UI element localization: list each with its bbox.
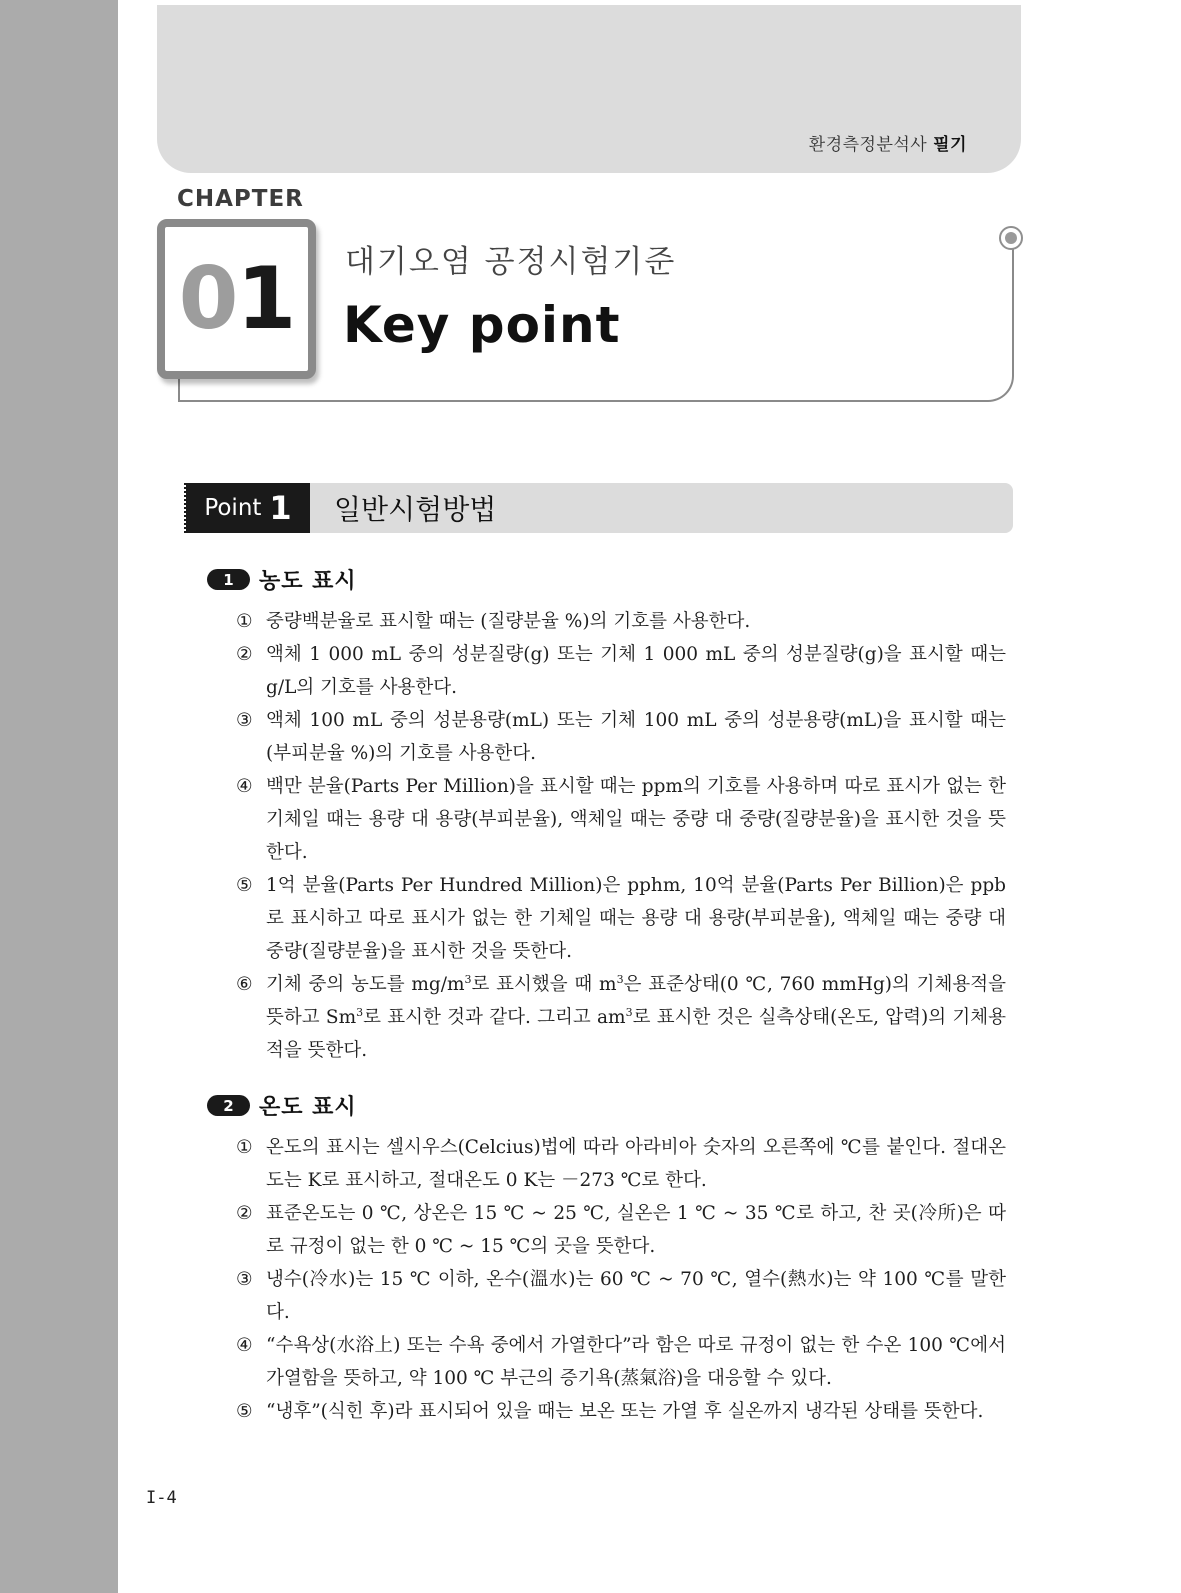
point-badge: [186, 483, 310, 533]
item-marker: ⑥: [236, 974, 253, 995]
item-text: “수욕상(水浴上) 또는 수욕 중에서 가열한다”라 함은 따로 규정이 없는 한 수온 100 ℃에서 가열함을 뜻하고, 약 100 ℃ 부근의 증기욕(蒸氣浴)을 대응할 수 있다.: [266, 1335, 1006, 1389]
list-item: [236, 869, 1006, 968]
item-text: 액체 1 000 mL 중의 성분질량(g) 또는 기체 1 000 mL 중의 성분질량(g)을 표시할 때는 g/L의 기호를 사용한다.: [266, 644, 1006, 698]
item-text: 표준온도는 0 ℃, 상온은 15 ℃ ~ 25 ℃, 실온은 1 ℃ ~ 35 ℃로 하고, 찬 곳(冷所)은 따로 규정이 없는 한 0 ℃ ~ 15 ℃의 곳을 뜻한다.: [266, 1203, 1006, 1257]
item-marker: ④: [236, 1335, 253, 1356]
section-number-badge: 2: [207, 1095, 250, 1116]
list-item: [236, 704, 1006, 770]
book-title-text: 환경측정분석사: [808, 135, 928, 155]
superscript: 3: [356, 1005, 364, 1019]
item-marker: ①: [236, 1137, 253, 1158]
section-heading: [207, 1090, 357, 1121]
item-text-part: 은 표준상태(0 ℃, 760 mmHg)의 기체용적을 뜻하고 Sm: [266, 974, 1006, 1028]
item-marker: ①: [236, 611, 253, 632]
book-title: [809, 130, 967, 155]
item-text-part: 로 표시했을 때 m: [471, 974, 617, 995]
list-item: [236, 968, 1006, 1067]
list-item: [236, 1263, 1006, 1329]
chapter-title: Key point: [343, 296, 621, 354]
page-number: I-4: [146, 1488, 177, 1508]
item-marker: ③: [236, 1269, 253, 1290]
list-item: [236, 1131, 1006, 1197]
chapter-label: CHAPTER: [177, 186, 304, 212]
section-title: 온도 표시: [259, 1095, 357, 1120]
item-text: 냉수(冷水)는 15 ℃ 이하, 온수(溫水)는 60 ℃ ~ 70 ℃, 열수(熱水)는 약 100 ℃를 말한다.: [266, 1269, 1006, 1323]
item-text: “냉후”(식힌 후)라 표시되어 있을 때는 보온 또는 가열 후 실온까지 냉각된 상태를 뜻한다.: [266, 1401, 984, 1422]
item-marker: ⑤: [236, 875, 253, 896]
list-item: [236, 638, 1006, 704]
section-number-badge: 1: [207, 569, 250, 590]
item-marker: ⑤: [236, 1401, 253, 1422]
chapter-number-second: 1: [236, 249, 295, 349]
item-text-part: 로 표시한 것은 실측상태(온도, 압력)의 기체용적을 뜻한다.: [266, 1007, 1006, 1061]
item-text: 중량백분율로 표시할 때는 (질량분율 %)의 기호를 사용한다.: [266, 611, 751, 632]
list-item: [236, 1329, 1006, 1395]
chapter-number-box: [157, 219, 316, 379]
item-text-part: 로 표시한 것과 같다. 그리고 am: [363, 1007, 626, 1028]
point-number: 1: [269, 489, 292, 527]
page-side-bar: [0, 0, 118, 1593]
list-item: [236, 1197, 1006, 1263]
point-word: Point: [204, 495, 262, 521]
frame-knob-icon: [999, 226, 1023, 250]
chapter-number-first: 0: [178, 249, 237, 349]
item-marker: ③: [236, 710, 253, 731]
item-text: 온도의 표시는 셀시우스(Celcius)법에 따라 아라비아 숫자의 오른쪽에 ℃를 붙인다. 절대온도는 K로 표시하고, 절대온도 0 K는 －273 ℃로 한다.: [266, 1137, 1006, 1191]
item-marker: ④: [236, 776, 253, 797]
list-item: [236, 605, 1006, 638]
point-title: 일반시험방법: [334, 493, 497, 526]
item-text: 액체 100 mL 중의 성분용량(mL) 또는 기체 100 mL 중의 성분용량(mL)을 표시할 때는 (부피분율 %)의 기호를 사용한다.: [266, 710, 1006, 764]
item-marker: ②: [236, 1203, 253, 1224]
section-item-list: [236, 605, 1006, 1067]
superscript: 3: [616, 972, 624, 986]
superscript: 3: [464, 972, 472, 986]
item-text: 1억 분율(Parts Per Hundred Million)은 pphm, 10억 분율(Parts Per Billion)은 ppb로 표시하고 따로 표시가 없는 한 기체일 때는 용량 대 용량(부피분율), 액체일 때는 중량 대 중량(질량분율)을 표시한 것을 뜻한다.: [266, 875, 1006, 962]
list-item: [236, 1395, 1006, 1428]
section-item-list: [236, 1131, 1006, 1428]
superscript: 3: [625, 1005, 633, 1019]
item-text-part: 기체 중의 농도를 mg/m: [266, 974, 465, 995]
item-text: 백만 분율(Parts Per Million)을 표시할 때는 ppm의 기호를 사용하며 따로 표시가 없는 한 기체일 때는 용량 대 용량(부피분율), 액체일 때는 중량 대 중량(질량분율)을 표시한 것을 뜻한다.: [266, 776, 1006, 863]
point-header-bar: [186, 483, 1013, 533]
header-band: [157, 5, 1021, 173]
section-title: 농도 표시: [259, 569, 357, 594]
list-item: [236, 770, 1006, 869]
section-heading: [207, 564, 357, 595]
chapter-subtitle: 대기오염 공정시험기준: [345, 244, 677, 280]
book-title-bold: 필기: [933, 135, 967, 155]
item-marker: ②: [236, 644, 253, 665]
